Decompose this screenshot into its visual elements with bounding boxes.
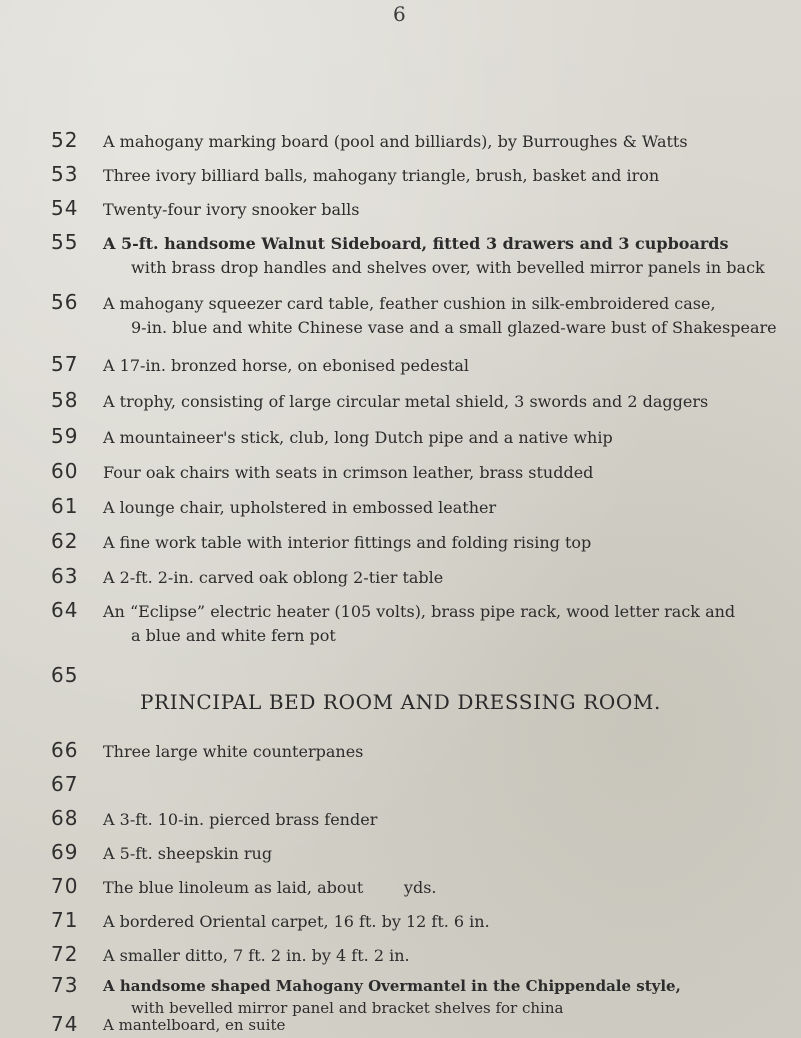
lot-description — [103, 808, 793, 832]
lot-number: 69 — [51, 840, 79, 864]
lot-description — [103, 876, 793, 900]
lot-line: A mahogany squeezer card table, feather cushion in silk-embroidered case, — [103, 294, 716, 313]
lot-description — [103, 232, 793, 280]
lot-line: A 5-ft. sheepskin rug — [103, 844, 273, 863]
lot-line: A mantelboard, en suite — [103, 1016, 286, 1034]
lot-line-continued: a blue and white fern pot — [131, 626, 336, 645]
lot-description — [103, 496, 793, 520]
lot-line: Three ivory billiard balls, mahogany triangle, brush, basket and iron — [103, 166, 660, 185]
lot-number: 62 — [51, 529, 79, 553]
lot-number: 56 — [51, 290, 79, 314]
lot-number: 70 — [51, 874, 79, 898]
lot-description — [103, 390, 793, 414]
lot-number: 74 — [51, 1012, 79, 1036]
lot-line-continued: with brass drop handles and shelves over, with bevelled mirror panels in back — [131, 258, 765, 277]
lot-description — [103, 842, 793, 866]
lot-line: A bordered Oriental carpet, 16 ft. by 12 ft. 6 in. — [103, 912, 490, 931]
lot-number: 61 — [51, 494, 79, 518]
lot-number: 53 — [51, 162, 79, 186]
lot-number: 60 — [51, 459, 79, 483]
lot-number: 65 — [51, 663, 79, 687]
lot-description — [103, 531, 793, 555]
lot-description — [103, 198, 793, 222]
lot-line: A 2-ft. 2-in. carved oak oblong 2-tier table — [103, 568, 444, 587]
lot-description — [103, 740, 793, 764]
lot-line-continued: 9-in. blue and white Chinese vase and a small glazed-ware bust of Shakespeare — [131, 318, 777, 337]
lot-number: 59 — [51, 424, 79, 448]
lot-number: 57 — [51, 352, 79, 376]
lot-line: A lounge chair, upholstered in embossed leather — [103, 498, 497, 517]
lot-line: Twenty-four ivory snooker balls — [103, 200, 360, 219]
lot-line: A 3-ft. 10-in. pierced brass fender — [103, 810, 378, 829]
lot-number: 68 — [51, 806, 79, 830]
lot-number: 71 — [51, 908, 79, 932]
lot-number: 67 — [51, 772, 79, 796]
lot-description — [103, 292, 793, 340]
lot-description — [103, 600, 793, 648]
lot-line-continued: with bevelled mirror panel and bracket shelves for china — [131, 999, 564, 1017]
lot-description — [103, 354, 793, 378]
lot-description — [103, 164, 793, 188]
lot-line: A smaller ditto, 7 ft. 2 in. by 4 ft. 2 in. — [103, 946, 410, 965]
lot-number: 52 — [51, 128, 79, 152]
lot-number: 63 — [51, 564, 79, 588]
lot-line: A trophy, consisting of large circular metal shield, 3 swords and 2 daggers — [103, 392, 709, 411]
lot-line: A mountaineer's stick, club, long Dutch pipe and a native whip — [103, 428, 613, 447]
lot-number: 73 — [51, 973, 79, 997]
section-heading: PRINCIPAL BED ROOM AND DRESSING ROOM. — [140, 690, 661, 714]
lot-number: 54 — [51, 196, 79, 220]
lot-line: A mahogany marking board (pool and billiards), by Burroughes & Watts — [103, 132, 688, 151]
lot-line: A fine work table with interior fittings and folding rising top — [103, 533, 592, 552]
lot-description — [103, 130, 793, 154]
lot-line: Four oak chairs with seats in crimson leather, brass studded — [103, 463, 594, 482]
lot-description — [103, 975, 793, 1019]
lot-description — [103, 1014, 793, 1036]
lot-number: 66 — [51, 738, 79, 762]
lot-description — [103, 910, 793, 934]
lot-number: 72 — [51, 942, 79, 966]
lot-line: Three large white counterpanes — [103, 742, 364, 761]
page-number: 6 — [393, 2, 406, 26]
lot-number: 64 — [51, 598, 79, 622]
lot-line: A 5-ft. handsome Walnut Sideboard, fitted 3 drawers and 3 cupboards — [103, 234, 729, 253]
lot-line: A 17-in. bronzed horse, on ebonised pedestal — [103, 356, 470, 375]
lot-line: The blue linoleum as laid, about yds. — [103, 878, 437, 897]
lot-description — [103, 944, 793, 968]
lot-number: 55 — [51, 230, 79, 254]
lot-description — [103, 426, 793, 450]
lot-description — [103, 461, 793, 485]
lot-description — [103, 566, 793, 590]
lot-number: 58 — [51, 388, 79, 412]
lot-line: A handsome shaped Mahogany Overmantel in the Chippendale style, — [103, 977, 681, 995]
lot-line: An “Eclipse” electric heater (105 volts), brass pipe rack, wood letter rack and — [103, 602, 736, 621]
